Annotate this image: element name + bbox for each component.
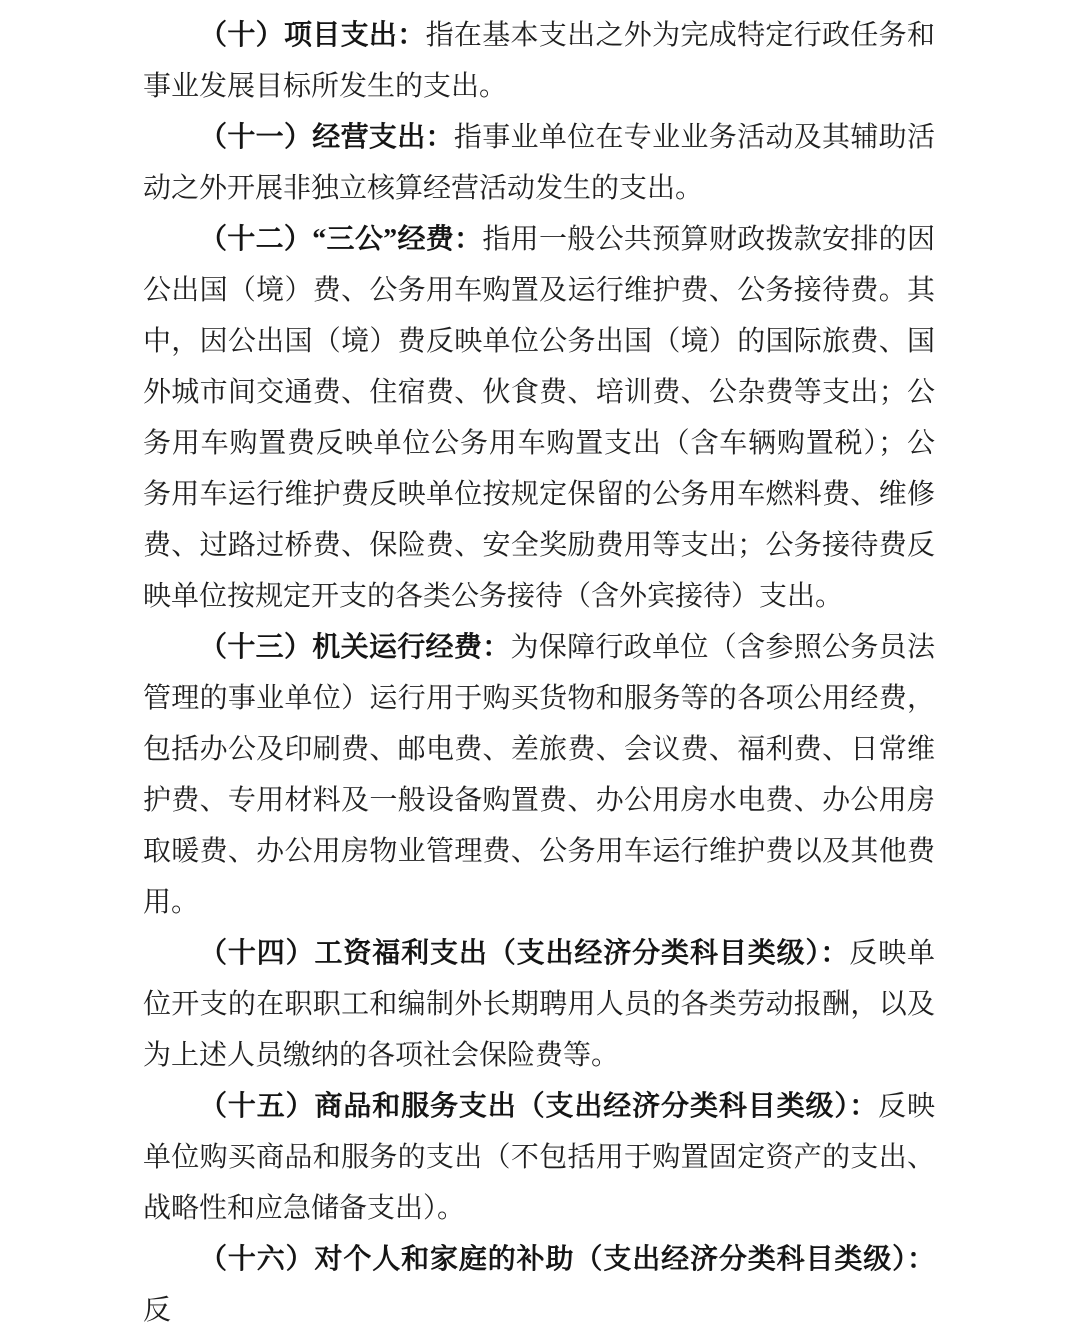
term-definition: 为保障行政单位（含参照公务员法管理的事业单位）运行用于购买货物和服务等的各项公用经费，包括办公及印刷费、邮电费、差旅费、会议费、福利费、日常维护费、专用材料及一般设备购置费、办公用房水电费、办公用房取暖费、办公用房物业管理费、公务用车运行维护费以及其他费用。	[143, 632, 935, 918]
term-label: （十二）“三公”经费：	[199, 224, 483, 255]
term-label: （十五）商品和服务支出（支出经济分类科目类级）：	[199, 1091, 879, 1122]
term-definition: 指用一般公共预算财政拨款安排的因公出国（境）费、公务用车购置及运行维护费、公务接待费。其中，因公出国（境）费反映单位公务出国（境）的国际旅费、国外城市间交通费、住宿费、伙食费、培训费、公杂费等支出；公务用车购置费反映单位公务用车购置支出（含车辆购置税）；公务用车运行维护费反映单位按规定保留的公务用车燃料费、维修费、过路过桥费、保险费、安全奖励费用等支出；公务接待费反映单位按规定开支的各类公务接待（含外宾接待）支出。	[143, 224, 935, 612]
term-definition: 反	[143, 1295, 172, 1326]
term-definition: 反映单位购买商品和服务的支出（不包括用于购置固定资产的支出、战略性和应急储备支出）。	[143, 1091, 935, 1224]
paragraph-item-16	[143, 1234, 935, 1336]
paragraph-item-10	[143, 10, 935, 112]
paragraph-item-13	[143, 622, 935, 928]
term-label: （十四）工资福利支出（支出经济分类科目类级）：	[199, 938, 850, 969]
term-label: （十）项目支出：	[199, 20, 426, 51]
term-definition: 指在基本支出之外为完成特定行政任务和事业发展目标所发生的支出。	[143, 20, 935, 102]
paragraph-item-11	[143, 112, 935, 214]
term-definition: 反映单位开支的在职职工和编制外长期聘用人员的各类劳动报酬，以及为上述人员缴纳的各项社会保险费等。	[143, 938, 935, 1071]
term-label: （十一）经营支出：	[199, 122, 454, 153]
term-label: （十六）对个人和家庭的补助（支出经济分类科目类级）：	[199, 1244, 935, 1275]
paragraph-item-14	[143, 928, 935, 1081]
paragraph-item-15	[143, 1081, 935, 1234]
term-label: （十三）机关运行经费：	[199, 632, 511, 663]
paragraph-item-12	[143, 214, 935, 622]
term-definition: 指事业单位在专业业务活动及其辅助活动之外开展非独立核算经营活动发生的支出。	[143, 122, 935, 204]
